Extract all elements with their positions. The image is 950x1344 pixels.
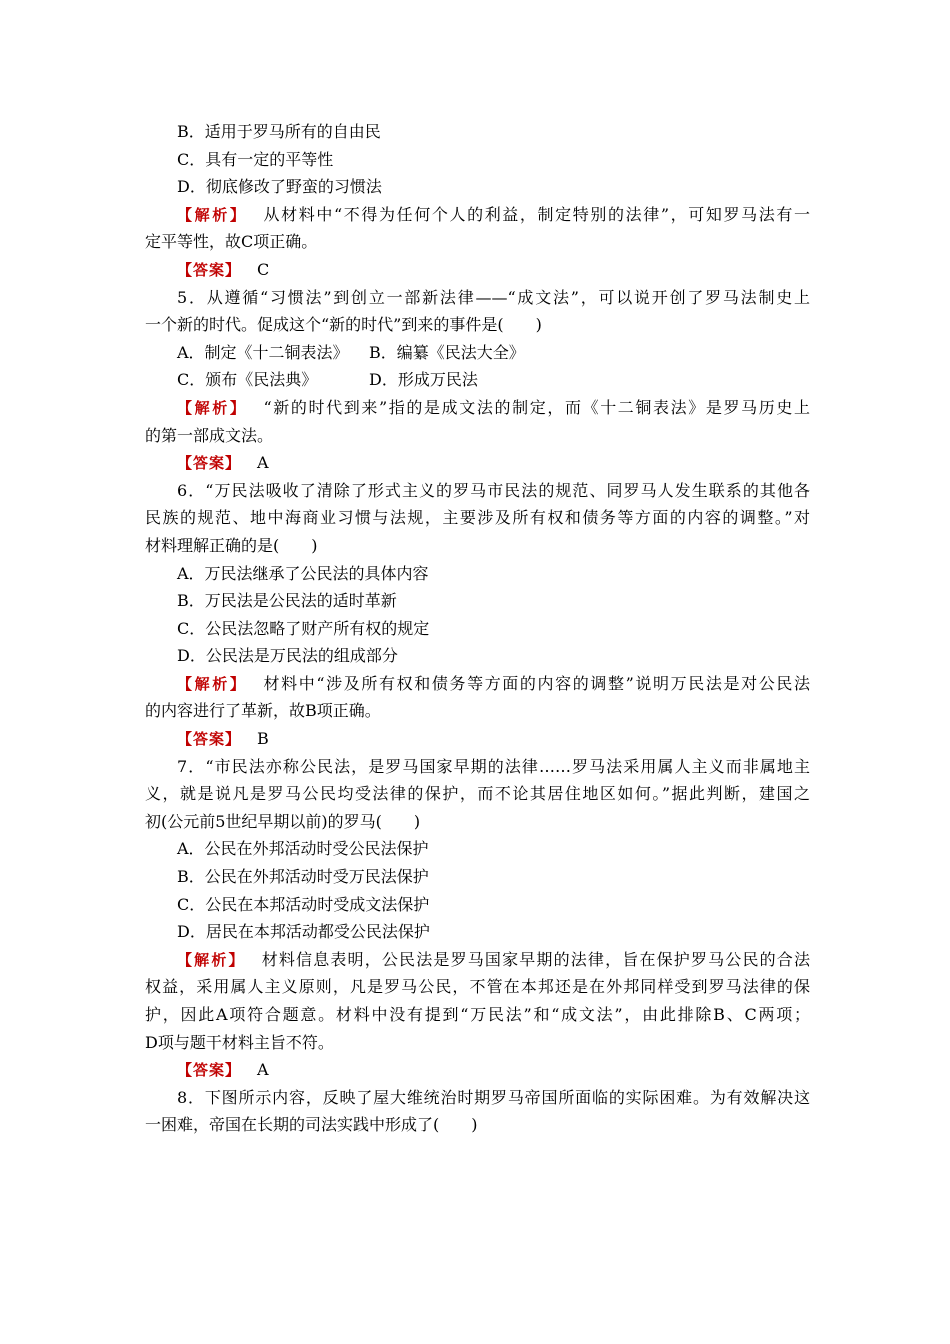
q6-option-d: D．公民法是万民法的组成部分 xyxy=(177,646,398,666)
q4-analysis-line xyxy=(145,201,810,229)
q4-answer-line xyxy=(145,256,810,284)
q7-analysis-line: 权益，采用属人主义原则，凡是罗马公民，不管在本邦还是在外邦同样受到罗马法律的保 xyxy=(145,977,810,997)
analysis-tag: 【解析】 xyxy=(177,205,248,224)
q8-stem-line: 8．下图所示内容，反映了屋大维统治时期罗马帝国所面临的实际困难。为有效解决这 xyxy=(177,1087,810,1107)
answer-tag: 【答案】 xyxy=(177,730,242,749)
q6-stem-line: 民族的规范、地中海商业习惯与法规，主要涉及所有权和债务等方面的内容的调整。”对 xyxy=(145,508,810,528)
q8-stem-line: 一困难，帝国在长期的司法实践中形成了( ) xyxy=(145,1115,478,1135)
q4-analysis-text: 从材料中“不得为任何个人的利益，制定特别的法律”，可知罗马法有一 xyxy=(263,204,810,224)
q7-analysis-text: 材料信息表明，公民法是罗马国家早期的法律，旨在保护罗马公民的合法 xyxy=(261,949,810,969)
q5-options-row xyxy=(145,339,810,367)
analysis-tag: 【解析】 xyxy=(177,950,246,969)
q7-option-d: D．居民在本邦活动都受公民法保护 xyxy=(177,922,430,942)
q6-analysis-text: 材料中“涉及所有权和债务等方面的内容的调整”说明万民法是对公民法 xyxy=(263,673,810,693)
q6-answer: B xyxy=(257,729,269,749)
q5-stem-line: 5．从遵循“习惯法”到创立一部新法律——“成文法”，可以说开创了罗马法制史上 xyxy=(177,287,810,307)
q7-option-b: B．公民在外邦活动时受万民法保护 xyxy=(177,867,429,887)
answer-tag: 【答案】 xyxy=(177,1061,242,1080)
q7-stem-line: 义，就是说凡是罗马公民均受法律的保护，而不论其居住地区如何。”据此判断，建国之 xyxy=(145,784,810,804)
q5-option-d: D．形成万民法 xyxy=(369,370,478,390)
q5-analysis-line: 的第一部成文法。 xyxy=(145,425,274,445)
answer-tag: 【答案】 xyxy=(177,260,242,279)
q6-stem-line: 6．“万民法吸收了清除了形式主义的罗马市民法的规范、同罗马人发生联系的其他各 xyxy=(177,480,810,500)
q7-analysis-line xyxy=(145,946,810,974)
q5-option-a: A．制定《十二铜表法》 xyxy=(177,342,349,362)
q7-option-c: C．公民在本邦活动时受成文法保护 xyxy=(177,894,430,914)
q7-stem-line: 初(公元前5世纪早期以前)的罗马( ) xyxy=(145,811,421,831)
q6-stem-line: 材料理解正确的是( ) xyxy=(145,535,318,555)
q7-answer: A xyxy=(257,1060,269,1080)
q6-analysis-line: 的内容进行了革新，故B项正确。 xyxy=(145,701,381,721)
q5-option-b: B．编纂《民法大全》 xyxy=(369,342,525,362)
q5-answer: A xyxy=(257,453,269,473)
q6-analysis-line xyxy=(145,670,810,698)
q5-analysis-line xyxy=(145,394,810,422)
q4-answer: C xyxy=(257,259,270,279)
q5-analysis-text: “新的时代到来”指的是成文法的制定，而《十二铜表法》是罗马历史上 xyxy=(263,397,810,417)
q7-analysis-line: 护，因此A项符合题意。材料中没有提到“万民法”和“成文法”，由此排除B、C两项； xyxy=(145,1005,810,1024)
q6-option-c: C．公民法忽略了财产所有权的规定 xyxy=(177,618,430,638)
q7-answer-line xyxy=(145,1056,810,1084)
answer-tag: 【答案】 xyxy=(177,454,242,473)
q5-options-row xyxy=(145,366,810,394)
q7-analysis-line: D项与题干材料主旨不符。 xyxy=(145,1032,334,1052)
q6-answer-line xyxy=(145,725,810,753)
q6-option-b: B．万民法是公民法的适时革新 xyxy=(177,591,397,611)
q4-analysis-line: 定平等性，故C项正确。 xyxy=(145,232,318,252)
q7-option-a: A．公民在外邦活动时受公民法保护 xyxy=(177,839,429,859)
q4-option-d: D．彻底修改了野蛮的习惯法 xyxy=(177,177,382,197)
q5-answer-line xyxy=(145,449,810,477)
analysis-tag: 【解析】 xyxy=(177,674,248,693)
q6-option-a: A．万民法继承了公民法的具体内容 xyxy=(177,563,429,583)
q5-option-c: C．颁布《民法典》 xyxy=(177,370,318,390)
analysis-tag: 【解析】 xyxy=(177,398,248,417)
q4-option-b: B．适用于罗马所有的自由民 xyxy=(177,122,381,141)
document-content xyxy=(145,118,810,1139)
q5-stem-line: 一个新的时代。促成这个“新的时代”到来的事件是( ) xyxy=(145,315,542,335)
q7-stem-line: 7．“市民法亦称公民法，是罗马国家早期的法律……罗马法采用属人主义而非属地主 xyxy=(177,756,810,776)
q4-option-c: C．具有一定的平等性 xyxy=(177,149,334,169)
